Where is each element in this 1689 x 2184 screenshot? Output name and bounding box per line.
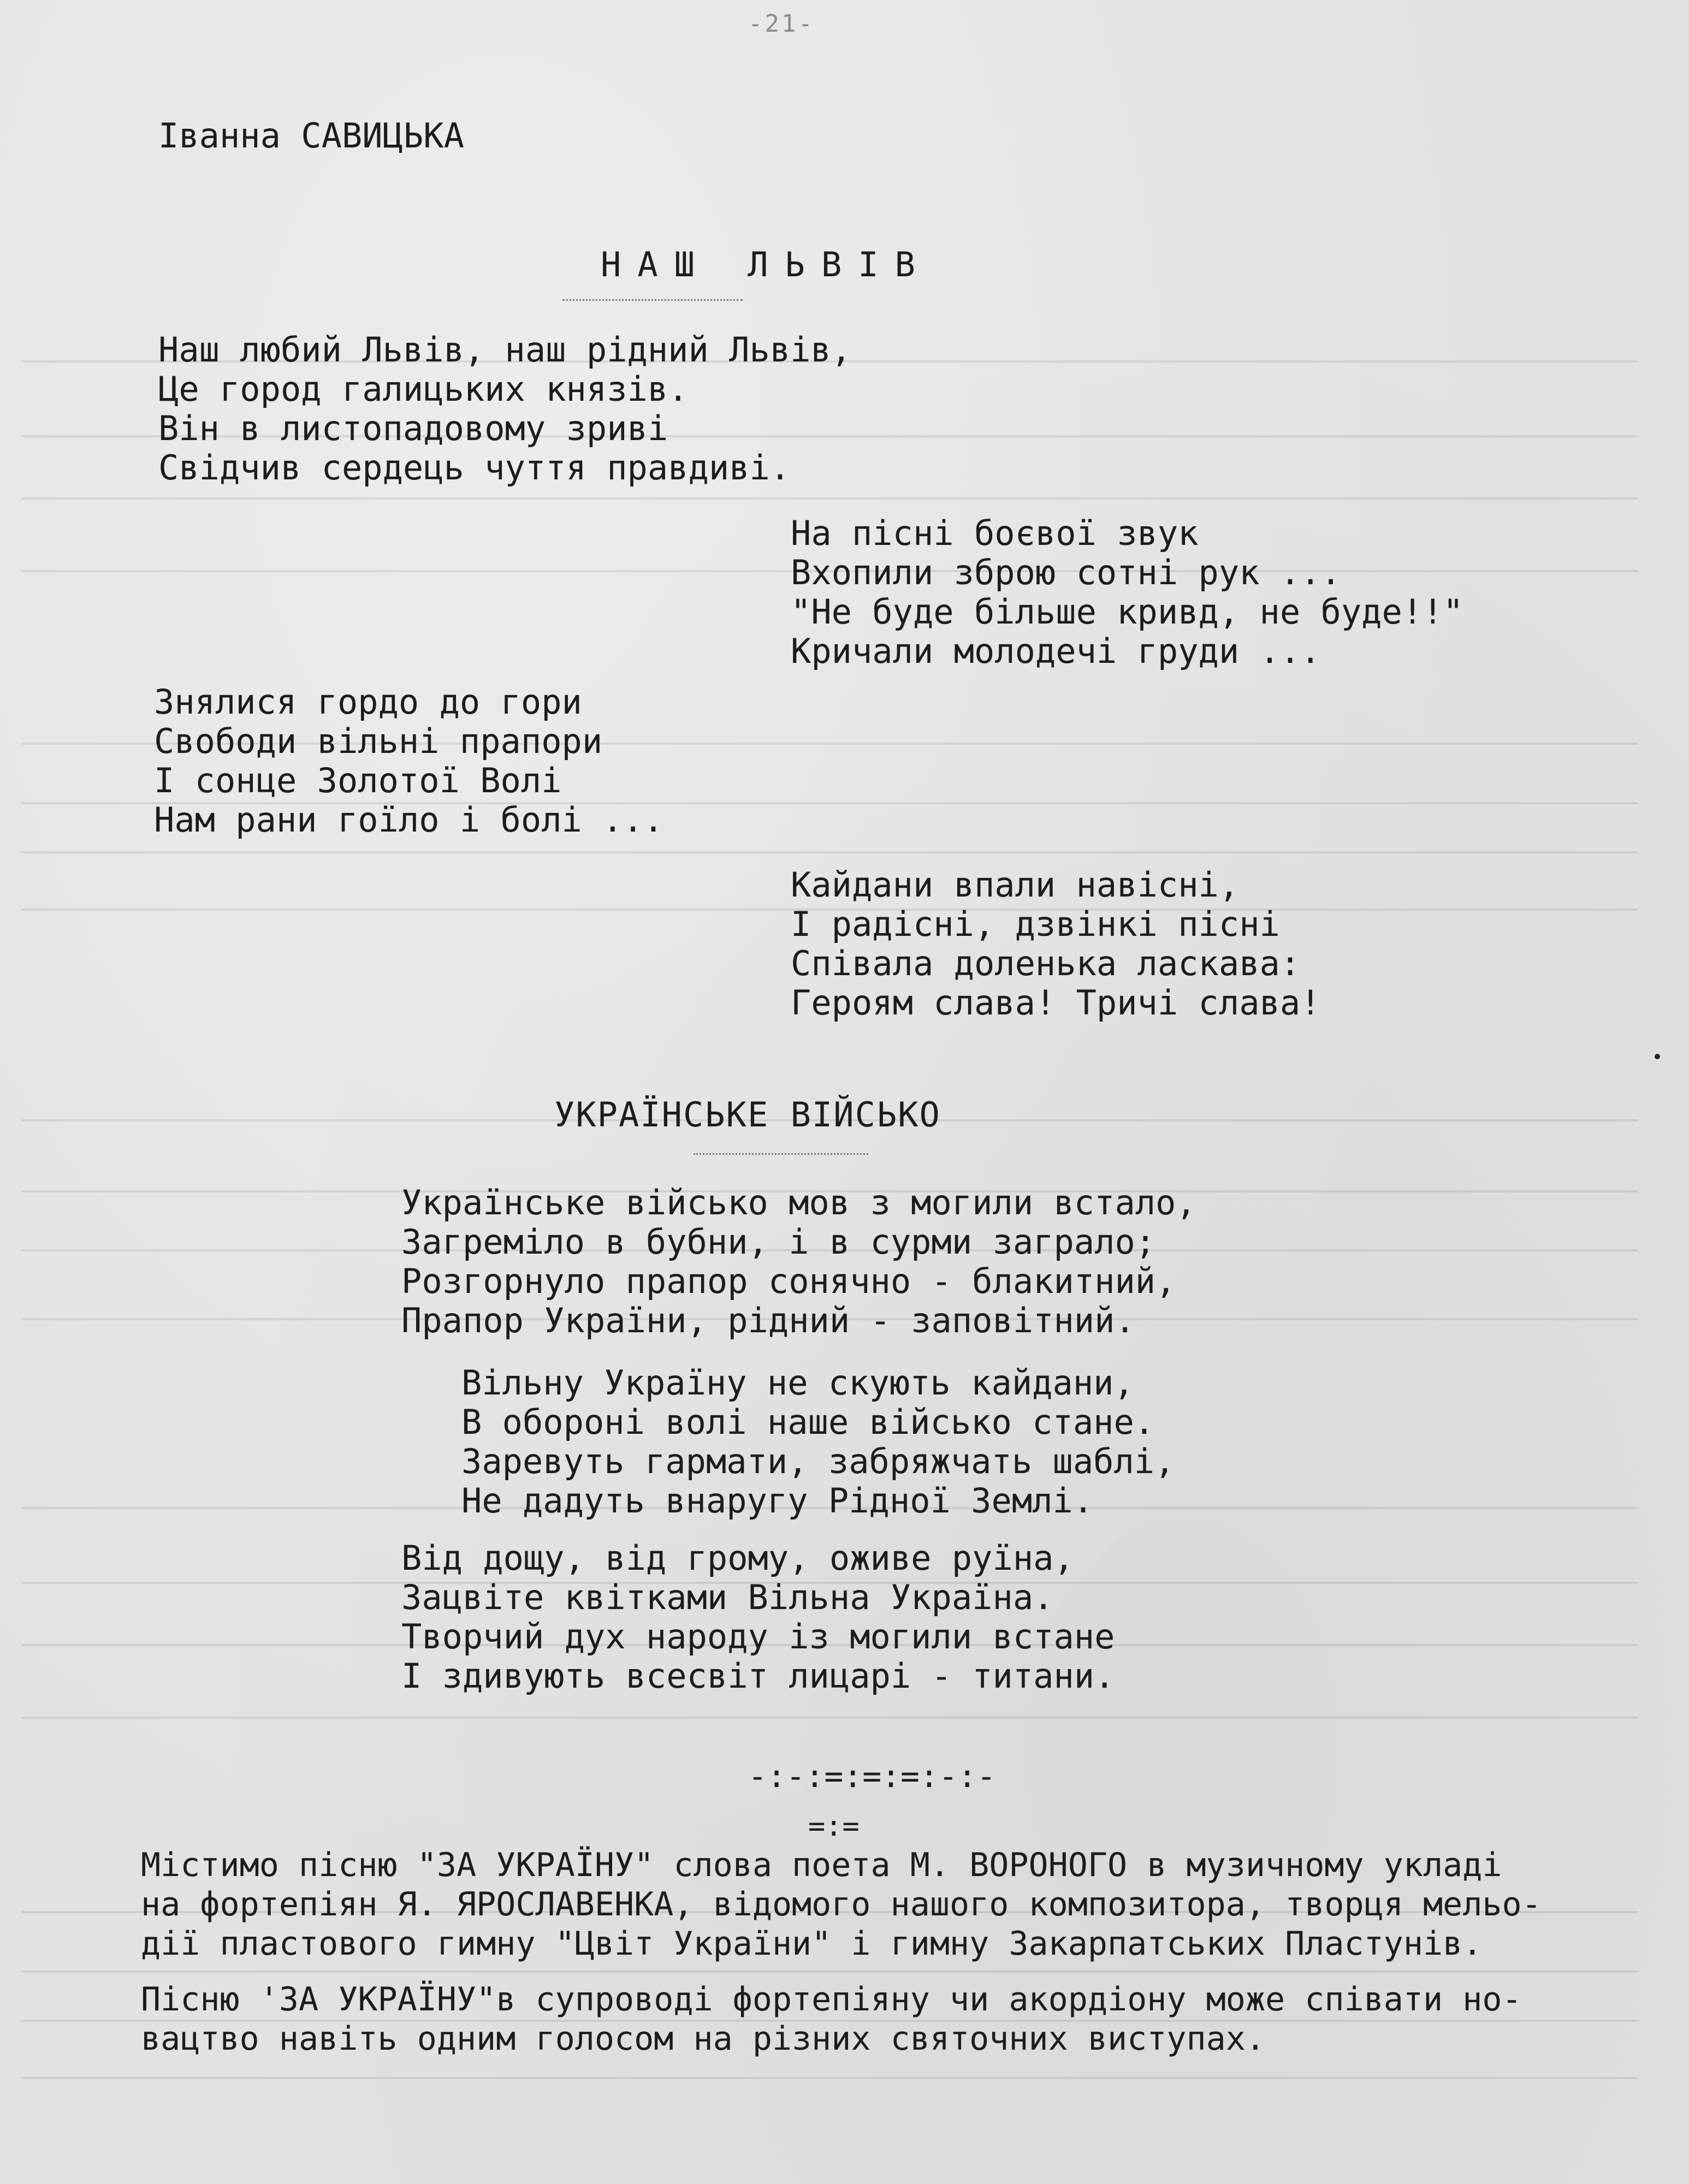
verse-line: І радісні, дзвінкі пісні — [791, 904, 1280, 944]
poem-title: УКРАЇНСЬКЕ ВІЙСЬКО — [554, 1095, 941, 1135]
verse-line: Кричали молодечі груди ... — [791, 631, 1321, 671]
verse-line: Свідчив сердець чуття правдиві. — [158, 448, 791, 488]
verse-line: Героям слава! Тричі слава! — [791, 983, 1321, 1023]
poem2-stanza-1 — [401, 1183, 1196, 1340]
verse-line: Співала доленька ласкава: — [791, 943, 1301, 983]
verse-line: Свободи вільні прапори — [154, 721, 603, 761]
notice-paragraph-1 — [141, 1845, 1615, 1963]
notice-line: Містимо пісню "ЗА УКРАЇНУ" слова поета М. ВОРОНОГО в музичному укладі — [141, 1846, 1502, 1884]
poem1-stanza-3 — [154, 682, 663, 840]
verse-line: Творчий дух народу із могили встане — [401, 1617, 1115, 1657]
ornament-top: -:-:=:=:=:-:- — [748, 1758, 996, 1795]
verse-line: Прапор України, рідний - заповітний. — [401, 1301, 1135, 1340]
notice-line: вацтво навіть одним голосом на різних святочних виступах. — [141, 2020, 1266, 2058]
verse-line: Кайдани впали навісні, — [791, 865, 1240, 905]
poem2-stanza-3 — [401, 1539, 1115, 1696]
verse-line: І здивують всесвіт лицарі - титани. — [401, 1656, 1115, 1696]
title-underline — [694, 1153, 868, 1155]
verse-line: На пісні боєвої звук — [791, 513, 1199, 553]
notice-line: Пісню 'ЗА УКРАЇНУ"в супроводі фортепіяну чи акордіону може співати но- — [141, 1980, 1522, 2019]
verse-line: Він в листопадовому зриві — [158, 408, 668, 448]
verse-line: Вхопили зброю сотні рук ... — [791, 553, 1341, 592]
poem1-stanza-1 — [158, 330, 851, 488]
page-number: -21- — [748, 10, 815, 38]
verse-line: Не дадуть внаругу Рідної Землі. — [461, 1481, 1094, 1521]
verse-line: Українське військо мов з могили встало, — [401, 1183, 1196, 1222]
notice-paragraph-2 — [141, 1980, 1615, 2058]
verse-line: Це город галицьких князів. — [158, 369, 689, 409]
verse-line: Розгорнуло прапор сонячно - блакитний, — [401, 1261, 1176, 1301]
verse-line: В обороні волі наше військо стане. — [461, 1402, 1155, 1442]
poem1-stanza-2 — [791, 514, 1463, 671]
poem-title: НАШ ЛЬВІВ — [601, 245, 932, 284]
verse-line: Від дощу, від грому, оживе руїна, — [401, 1538, 1074, 1578]
verse-line: "Не буде більше кривд, не буде!!" — [791, 592, 1463, 632]
verse-line: Вільну Україну не скують кайдани, — [461, 1363, 1134, 1403]
verse-line: Знялися гордо до гори — [154, 682, 582, 722]
ornament-bottom: =:= — [808, 1810, 860, 1843]
verse-line: І сонце Золотої Волі — [154, 761, 562, 800]
ink-speck — [1655, 1054, 1660, 1059]
poem1-stanza-4 — [791, 865, 1321, 1023]
verse-line: Заревуть гармати, забряжчать шаблі, — [461, 1441, 1175, 1481]
poem2-stanza-2 — [461, 1363, 1175, 1521]
verse-line: Наш любий Львів, наш рідний Львів, — [158, 330, 852, 370]
author-name: Іванна САВИЦЬКА — [158, 116, 464, 156]
verse-line: Зацвіте квітками Вільна Україна. — [401, 1577, 1054, 1617]
verse-line: Нам рани гоїло і болі ... — [154, 800, 664, 840]
notice-line: дії пластового гимну "Цвіт України" і гимну Закарпатських Пластунів. — [141, 1925, 1483, 1963]
verse-line: Загреміло в бубни, і в сурми заграло; — [401, 1222, 1156, 1262]
title-underline — [562, 299, 743, 301]
notice-line: на фортепіян Я. ЯРОСЛАВЕНКА, відомого нашого композитора, творця мельо- — [141, 1885, 1542, 1924]
